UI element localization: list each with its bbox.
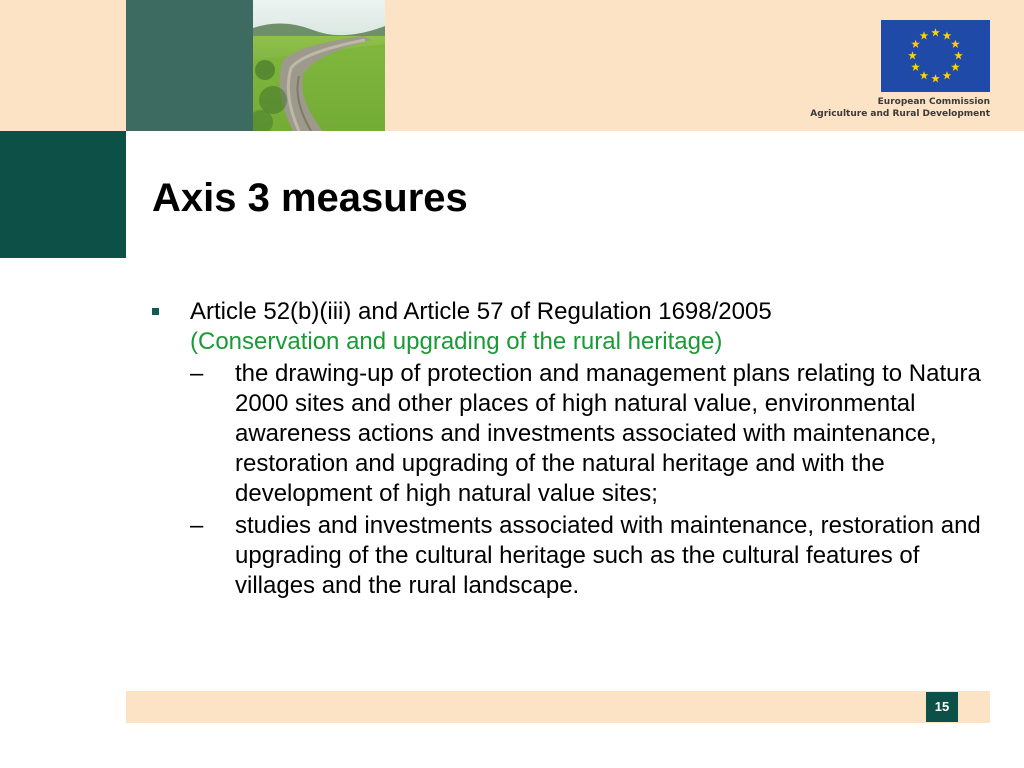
- footer-band: [126, 691, 990, 723]
- org-department: Agriculture and Rural Development: [810, 109, 990, 119]
- sub-item-text: the drawing-up of protection and management plans relating to Natura 2000 sites and other places of high natural value, environmental awareness actions and investments associated with maintenance, restoration and upgrading of the natural heritage and with the development of high natural value sites;: [235, 360, 981, 507]
- landscape-image: [253, 0, 385, 131]
- eu-flag-logo: [881, 20, 990, 92]
- bullet-highlight: (Conservation and upgrading of the rural heritage): [190, 328, 723, 355]
- slide-content: [152, 297, 992, 603]
- sub-item-cultural-heritage: [190, 511, 992, 601]
- bullet-item: [152, 297, 992, 357]
- eu-stars-icon: [881, 20, 990, 92]
- dash-bullet: –: [190, 360, 204, 387]
- dash-bullet: –: [190, 512, 204, 539]
- sub-item-text: studies and investments associated with maintenance, restoration and upgrading of the cultural heritage such as the cultural features of villages and the rural landscape.: [235, 512, 981, 599]
- slide-title: Axis 3 measures: [152, 176, 468, 220]
- sub-item-natural-heritage: [190, 359, 992, 509]
- sub-list: [152, 359, 992, 601]
- landscape-photo: [253, 0, 385, 131]
- page-number: 15: [926, 692, 958, 722]
- square-bullet-icon: [152, 308, 159, 315]
- title-teal-block: [0, 131, 126, 258]
- bullet-text: Article 52(b)(iii) and Article 57 of Regulation 1698/2005: [190, 298, 772, 325]
- org-name: European Commission: [877, 97, 990, 107]
- eu-commission-caption: [810, 96, 990, 120]
- header-teal-block: [126, 0, 253, 131]
